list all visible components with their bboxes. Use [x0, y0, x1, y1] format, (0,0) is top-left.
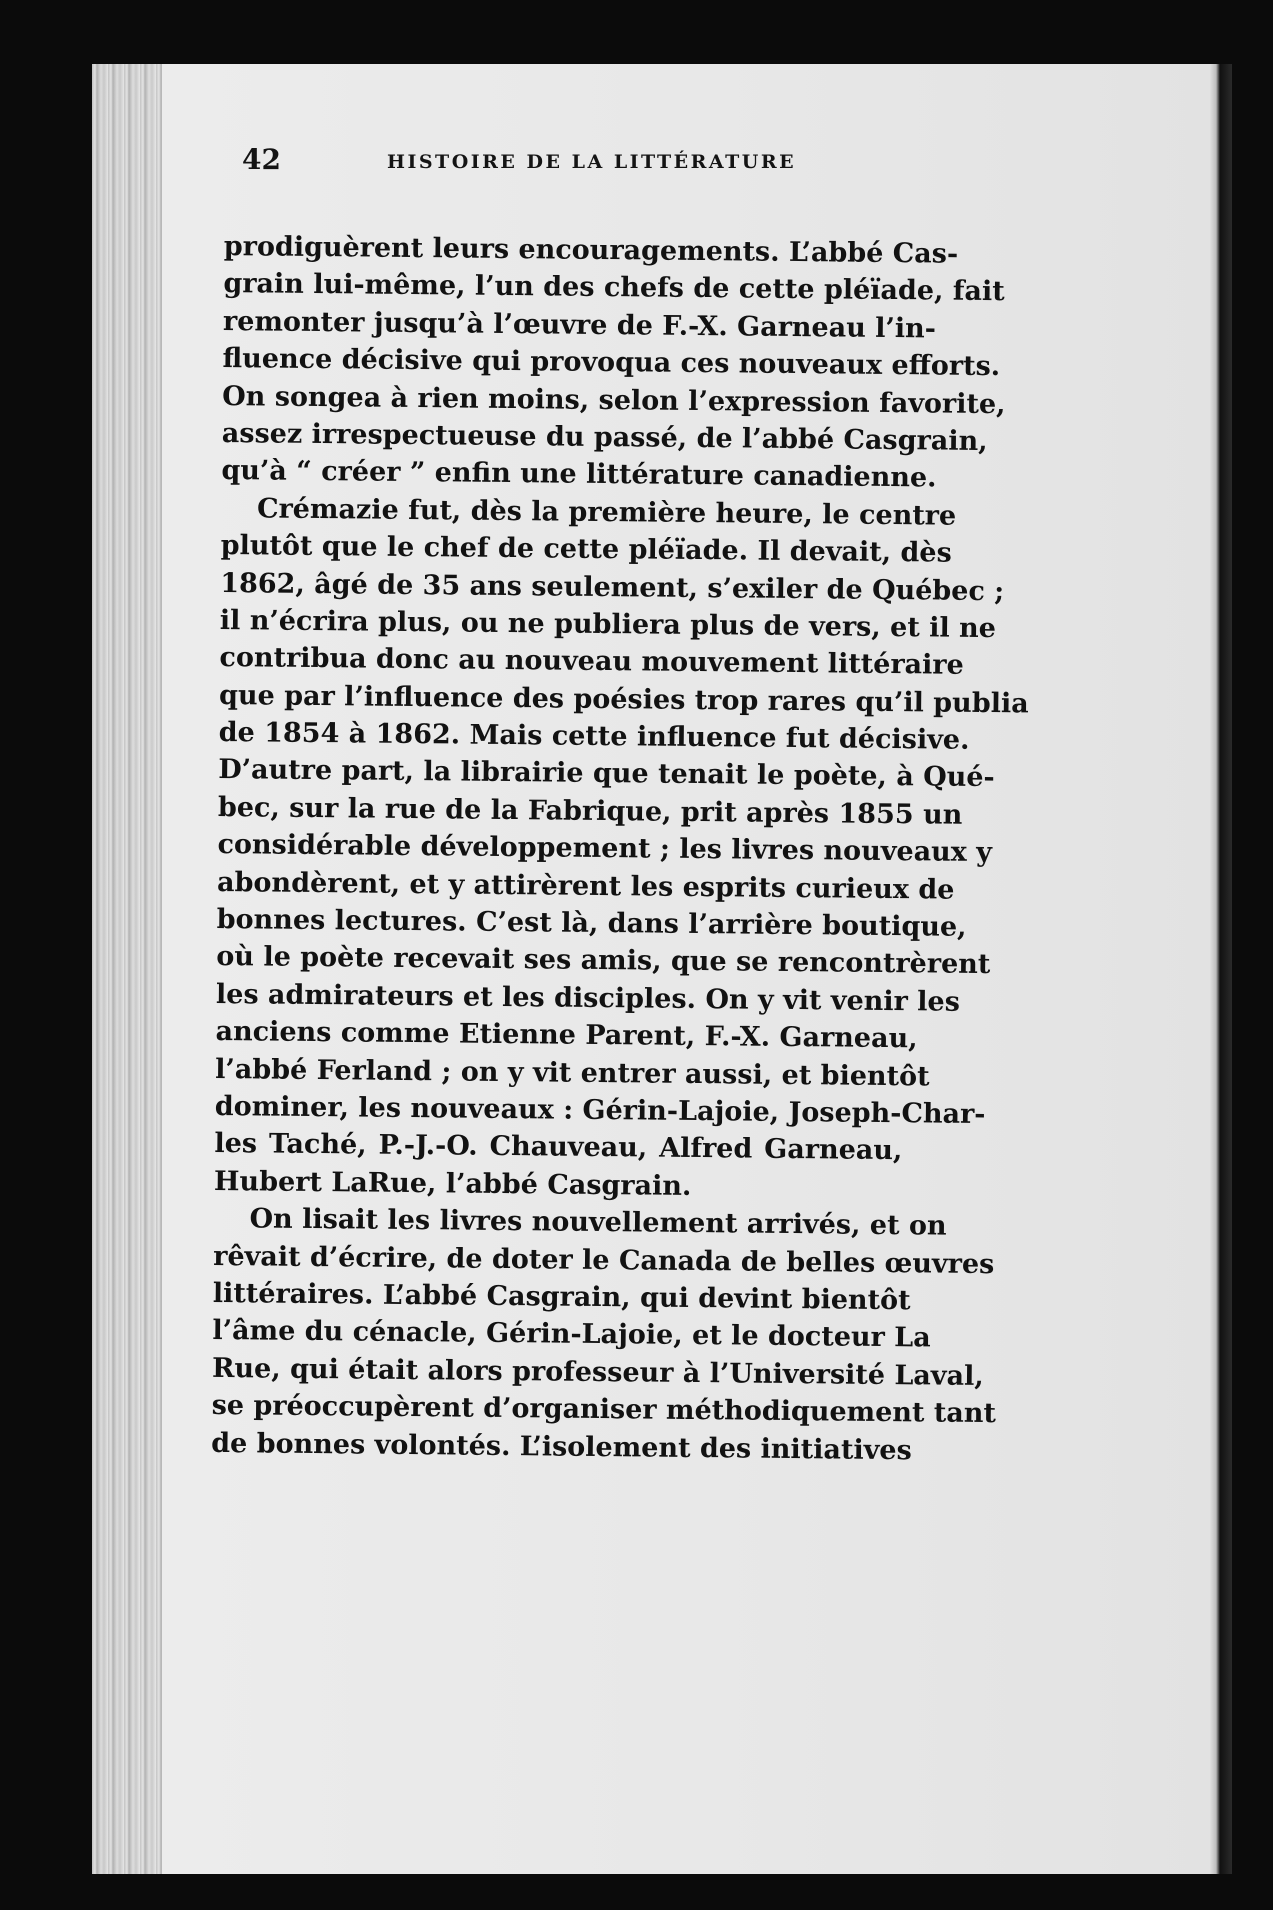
text-line: bec, sur la rue de la Fabrique, prit après 1855 un [217, 791, 963, 831]
page-binding-edge [92, 64, 162, 1874]
text-line: bonnes lectures. C’est là, dans l’arrière boutique, [216, 903, 967, 943]
text-line: anciens comme Etienne Parent, F.-X. Garneau, [215, 1016, 918, 1055]
text-line: Hubert LaRue, l’abbé Casgrain. [213, 1165, 692, 1202]
text-line: abondèrent, et y attirèrent les esprits curieux de [216, 866, 955, 906]
body-text [211, 228, 1029, 1469]
text-line: fluence décisive qui provoqua ces nouveaux efforts. [222, 343, 1001, 383]
running-head [242, 143, 982, 183]
page-right-edge [1210, 64, 1232, 1874]
text-line: se préoccupèrent d’organiser méthodiquement tant [211, 1390, 997, 1430]
text-line: l’âme du cénacle, Gérin-Lajoie, et le docteur La [212, 1315, 931, 1354]
text-line: rêvait d’écrire, de doter le Canada de belles œuvres [213, 1240, 995, 1280]
text-line: qu’à “ créer ” enfin une littérature canadienne. [221, 455, 937, 494]
text-line: On songea à rien moins, selon l’expression favorite, [222, 380, 1006, 420]
text-line: dominer, les nouveaux : Gérin-Lajoie, Joseph-Char- [214, 1090, 986, 1131]
text-line: remonter jusqu’à l’œuvre de F.-X. Garneau l’in- [222, 305, 937, 345]
text-line: contribua donc au nouveau mouvement littéraire [219, 642, 964, 682]
text-line: 1862, âgé de 35 ans seulement, s’exiler de Québec ; [220, 567, 1005, 607]
text-line: les admirateurs et les disciples. On y vit venir les [215, 978, 961, 1018]
text-line: D’autre part, la librairie que tenait le poète, à Qué- [218, 754, 995, 794]
text-line: de bonnes volontés. L’isolement des initiatives [211, 1427, 912, 1466]
text-line: que par l’influence des poésies trop rares qu’il publia [218, 679, 1029, 720]
text-line: Crémazie fut, dès la première heure, le centre [256, 493, 957, 532]
text-line: de 1854 à 1862. Mais cette influence fut décisive. [218, 717, 970, 756]
text-line: considérable développement ; les livres nouveaux y [217, 829, 993, 869]
text-line: les Taché, P.-J.-O. Chauveau, Alfred Garneau, [214, 1128, 903, 1167]
text-line: prodiguèrent leurs encouragements. L’abbé Cas- [223, 230, 959, 270]
text-line: grain lui-même, l’un des chefs de cette pléïade, fait [223, 268, 1005, 308]
text-line: littéraires. L’abbé Casgrain, qui devint bientôt [212, 1277, 911, 1317]
text-line: On lisait les livres nouvellement arrivés, et on [249, 1203, 947, 1242]
text-line: Rue, qui était alors professeur à l’Université Laval, [211, 1352, 984, 1392]
text-line: assez irrespectueuse du passé, de l’abbé Casgrain, [221, 417, 988, 457]
text-line: plutôt que le chef de cette pléïade. Il devait, dès [220, 530, 952, 569]
text-line: l’abbé Ferland ; on y vit entrer aussi, et bientôt [215, 1053, 930, 1093]
text-line: il n’écrira plus, ou ne publiera plus de vers, et il ne [219, 604, 997, 645]
page-number: 42 [242, 143, 281, 176]
text-line: où le poète recevait ses amis, que se rencontrèrent [216, 941, 991, 981]
running-head-title: HISTOIRE DE LA LITTÉRATURE [387, 151, 797, 173]
